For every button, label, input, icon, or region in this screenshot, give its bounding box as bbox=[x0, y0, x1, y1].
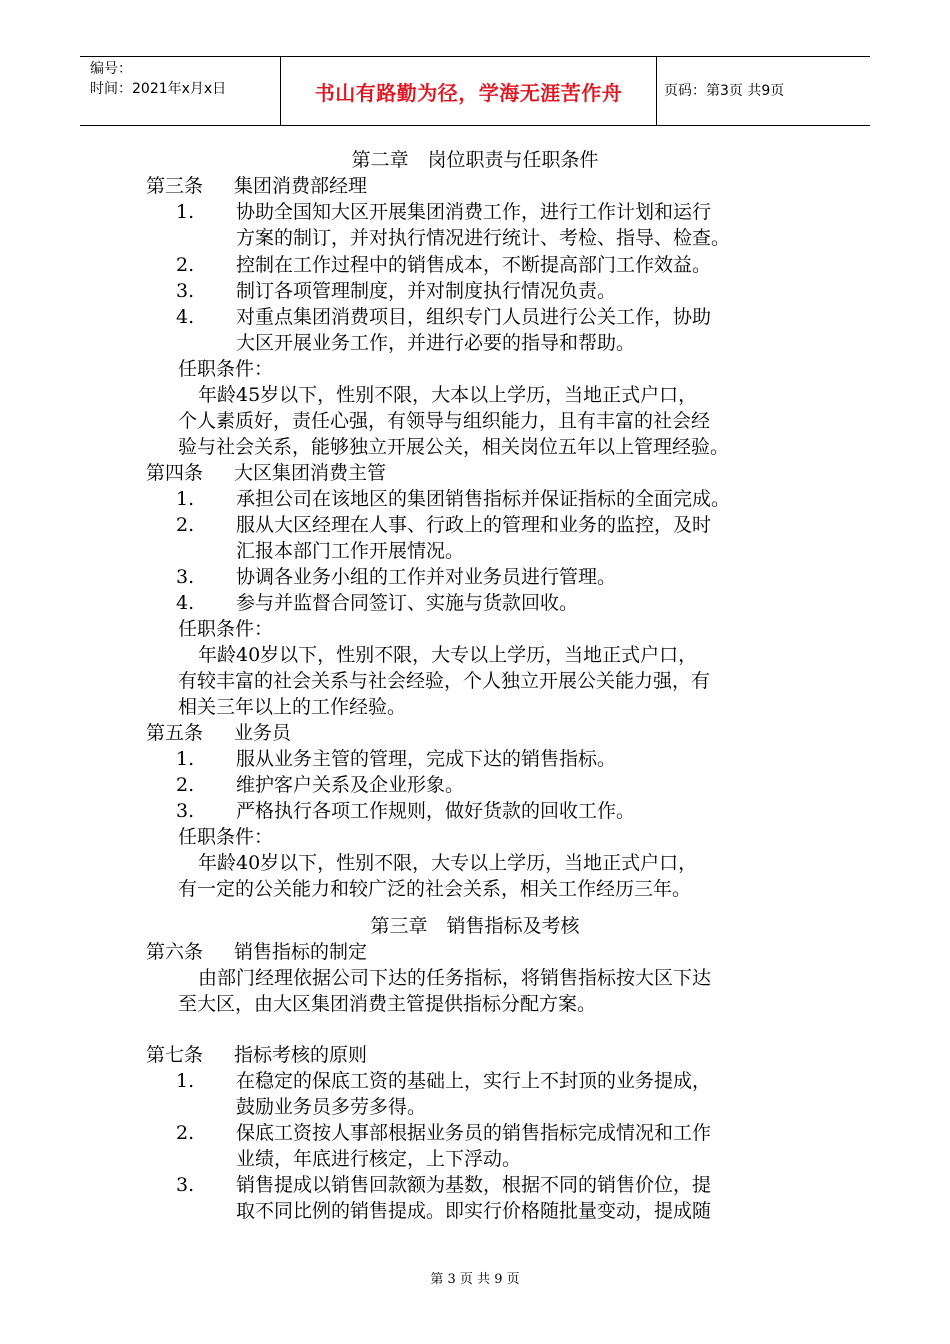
paragraph-line: 汇报本部门工作开展情况。 bbox=[236, 540, 465, 562]
list-item-number: 2. bbox=[176, 254, 195, 276]
paragraph-line: 个人素质好，责任心强，有领导与组织能力，且有丰富的社会经 bbox=[178, 410, 711, 432]
list-item-text: 保底工资按人事部根据业务员的销售指标完成情况和工作 bbox=[236, 1122, 712, 1144]
paragraph-line: 相关三年以上的工作经验。 bbox=[178, 696, 407, 718]
article-heading bbox=[146, 939, 367, 965]
header-page-cell bbox=[656, 57, 870, 125]
paragraph-line: 验与社会关系，能够独立开展公关，相关岗位五年以上管理经验。 bbox=[178, 436, 730, 458]
list-item-text: 承担公司在该地区的集团销售指标并保证指标的全面完成。 bbox=[236, 488, 731, 510]
list-item-text: 维护客户关系及企业形象。 bbox=[236, 774, 465, 796]
paragraph-line: 大区开展业务工作，并进行必要的指导和帮助。 bbox=[236, 332, 636, 354]
list-item-number: 1. bbox=[176, 748, 195, 770]
motto-text: 书山有路勤为径，学海无涯苦作舟 bbox=[314, 81, 623, 105]
list-item-number: 2. bbox=[176, 1122, 195, 1144]
paragraph-line: 有一定的公关能力和较广泛的社会关系，相关工作经历三年。 bbox=[178, 878, 692, 900]
article-number: 第四条 bbox=[146, 462, 204, 484]
article-title: 集团消费部经理 bbox=[234, 175, 368, 197]
paragraph-line: 业绩，年底进行核定，上下浮动。 bbox=[236, 1148, 522, 1170]
list-item-text: 参与并监督合同签订、实施与货款回收。 bbox=[236, 592, 579, 614]
time-label: 时间：2021年x月x日 bbox=[90, 81, 227, 97]
paragraph-line: 至大区，由大区集团消费主管提供指标分配方案。 bbox=[178, 993, 597, 1015]
article-heading bbox=[146, 173, 367, 199]
paragraph-line: 年龄45岁以下，性别不限，大本以上学历，当地正式户口， bbox=[198, 384, 698, 406]
list-item-number: 4. bbox=[176, 306, 195, 328]
list-item-text: 协助全国知大区开展集团消费工作，进行工作计划和运行 bbox=[236, 201, 712, 223]
list-item-text: 销售提成以销售回款额为基数，根据不同的销售价位，提 bbox=[236, 1174, 712, 1196]
requirements-label: 任职条件： bbox=[178, 358, 274, 380]
list-item-text: 制订各项管理制度，并对制度执行情况负责。 bbox=[236, 280, 617, 302]
header-motto-cell bbox=[280, 57, 657, 125]
list-item-text: 对重点集团消费项目，组织专门人员进行公关工作，协助 bbox=[236, 306, 712, 328]
article-title: 大区集团消费主管 bbox=[234, 462, 387, 484]
list-item-text: 在稳定的保底工资的基础上，实行上不封顶的业务提成， bbox=[236, 1070, 712, 1092]
article-number: 第三条 bbox=[146, 175, 204, 197]
paragraph-line: 鼓励业务员多劳多得。 bbox=[236, 1096, 427, 1118]
list-item-number: 3. bbox=[176, 280, 195, 302]
paragraph-line: 方案的制订，并对执行情况进行统计、考检、指导、检查。 bbox=[236, 227, 731, 249]
doc-number-label: 编号： bbox=[90, 61, 132, 77]
paragraph-line: 有较丰富的社会关系与社会经验，个人独立开展公关能力强，有 bbox=[178, 670, 711, 692]
list-item-number: 2. bbox=[176, 774, 195, 796]
document-header bbox=[80, 56, 870, 126]
list-item-text: 严格执行各项工作规则，做好货款的回收工作。 bbox=[236, 800, 636, 822]
paragraph-line: 年龄40岁以下，性别不限，大专以上学历，当地正式户口， bbox=[198, 852, 698, 874]
requirements-label: 任职条件： bbox=[178, 618, 274, 640]
article-title: 指标考核的原则 bbox=[234, 1044, 368, 1066]
list-item-number: 4. bbox=[176, 592, 195, 614]
article-heading bbox=[146, 460, 386, 486]
list-item-number: 2. bbox=[176, 514, 195, 536]
list-item-number: 1. bbox=[176, 201, 195, 223]
paragraph-line: 年龄40岁以下，性别不限，大专以上学历，当地正式户口， bbox=[198, 644, 698, 666]
page-label: 页码：第3页 共9页 bbox=[664, 83, 785, 99]
article-heading bbox=[146, 1042, 367, 1068]
list-item-text: 服从业务主管的管理，完成下达的销售指标。 bbox=[236, 748, 617, 770]
list-item-number: 1. bbox=[176, 488, 195, 510]
article-number: 第六条 bbox=[146, 941, 204, 963]
paragraph-line: 取不同比例的销售提成。即实行价格随批量变动，提成随 bbox=[236, 1200, 712, 1222]
article-title: 业务员 bbox=[234, 722, 292, 744]
article-heading bbox=[146, 720, 291, 746]
list-item-text: 控制在工作过程中的销售成本，不断提高部门工作效益。 bbox=[236, 254, 712, 276]
list-item-text: 服从大区经理在人事、行政上的管理和业务的监控，及时 bbox=[236, 514, 712, 536]
header-meta-cell bbox=[80, 57, 280, 125]
article-number: 第五条 bbox=[146, 722, 204, 744]
list-item-number: 3. bbox=[176, 800, 195, 822]
chapter-heading: 第二章 岗位职责与任职条件 bbox=[351, 149, 599, 171]
page-footer: 第 3 页 共 9 页 bbox=[430, 1272, 520, 1287]
article-number: 第七条 bbox=[146, 1044, 204, 1066]
chapter-heading: 第三章 销售指标及考核 bbox=[370, 915, 580, 937]
list-item-number: 1. bbox=[176, 1070, 195, 1092]
paragraph-line: 由部门经理依据公司下达的任务指标，将销售指标按大区下达 bbox=[198, 967, 712, 989]
list-item-number: 3. bbox=[176, 1174, 195, 1196]
article-title: 销售指标的制定 bbox=[234, 941, 368, 963]
list-item-text: 协调各业务小组的工作并对业务员进行管理。 bbox=[236, 566, 617, 588]
list-item-number: 3. bbox=[176, 566, 195, 588]
requirements-label: 任职条件： bbox=[178, 826, 274, 848]
